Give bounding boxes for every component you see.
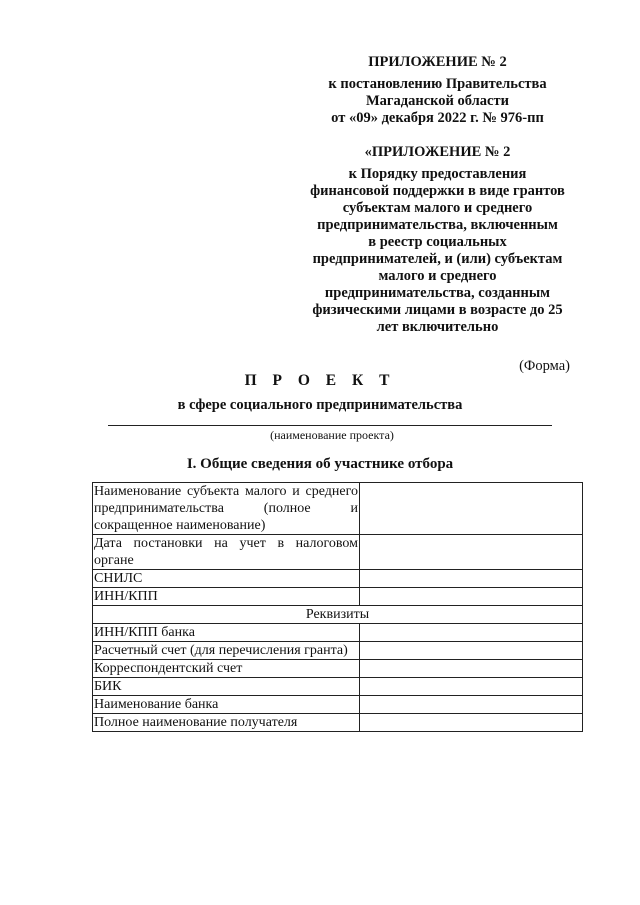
row-label: Корреспондентский счет	[93, 660, 360, 678]
procedure-line: субъектам малого и среднего	[342, 200, 533, 216]
procedure-line: предпринимательства, включенным	[317, 217, 558, 233]
table-row	[93, 714, 583, 732]
row-label: ИНН/КПП	[93, 588, 360, 606]
row-value-cell	[360, 588, 583, 606]
procedure-line: предпринимательства, созданным	[324, 285, 551, 301]
procedure-line: в реестр социальных	[368, 234, 507, 250]
appendix-title: ПРИЛОЖЕНИЕ № 2	[368, 54, 507, 70]
row-value-cell	[360, 483, 583, 535]
table-row	[93, 570, 583, 588]
resolution-line: от «09» декабря 2022 г. № 976-пп	[331, 110, 544, 126]
row-label: ИНН/КПП банка	[93, 624, 360, 642]
procedure-line: физическими лицами в возрасте до 25	[312, 302, 563, 318]
document-subtitle: в сфере социального предпринимательства	[177, 397, 463, 413]
requisites-header: Реквизиты	[93, 606, 583, 624]
row-label: Дата постановки на учет в налоговом органе	[94, 536, 358, 568]
row-label: СНИЛС	[93, 570, 360, 588]
project-name-line	[108, 425, 552, 426]
resolution-line: Магаданской области	[366, 93, 509, 109]
document-title: П Р О Е К Т	[244, 372, 396, 389]
row-value-cell	[360, 535, 583, 570]
row-value-cell	[360, 714, 583, 732]
row-label: Наименование банка	[93, 696, 360, 714]
procedure-line: к Порядку предоставления	[348, 166, 527, 182]
resolution-line: к постановлению Правительства	[328, 76, 547, 92]
procedure-line: лет включительно	[376, 319, 499, 335]
resolution-reference	[290, 76, 585, 127]
row-label: БИК	[93, 678, 360, 696]
table-section-row	[93, 606, 583, 624]
table-row	[93, 678, 583, 696]
participant-info-table	[92, 482, 583, 732]
inner-appendix-title: «ПРИЛОЖЕНИЕ № 2	[364, 144, 511, 160]
procedure-line: финансовой поддержки в виде грантов	[310, 183, 565, 199]
appendix-header	[290, 54, 585, 336]
table-row	[93, 535, 583, 570]
table-row	[93, 624, 583, 642]
row-value-cell	[360, 624, 583, 642]
table-row	[93, 588, 583, 606]
row-value-cell	[360, 660, 583, 678]
section-title: I. Общие сведения об участнике отбора	[186, 456, 454, 472]
procedure-line: предпринимателей, и (или) субъектам	[312, 251, 563, 267]
row-label: Наименование субъекта малого и среднего предпринимательства (полное и сокращенное наименование)	[94, 484, 358, 533]
row-value-cell	[360, 642, 583, 660]
table-row	[93, 483, 583, 535]
table-row	[93, 696, 583, 714]
row-label: Расчетный счет (для перечисления гранта)	[93, 642, 360, 660]
procedure-line: малого и среднего	[378, 268, 497, 284]
table-row	[93, 660, 583, 678]
row-value-cell	[360, 678, 583, 696]
row-value-cell	[360, 570, 583, 588]
form-label: (Форма)	[519, 358, 570, 374]
table-row	[93, 642, 583, 660]
project-name-caption: (наименование проекта)	[270, 428, 394, 442]
row-label: Полное наименование получателя	[93, 714, 360, 732]
procedure-reference	[290, 166, 585, 336]
row-value-cell	[360, 696, 583, 714]
